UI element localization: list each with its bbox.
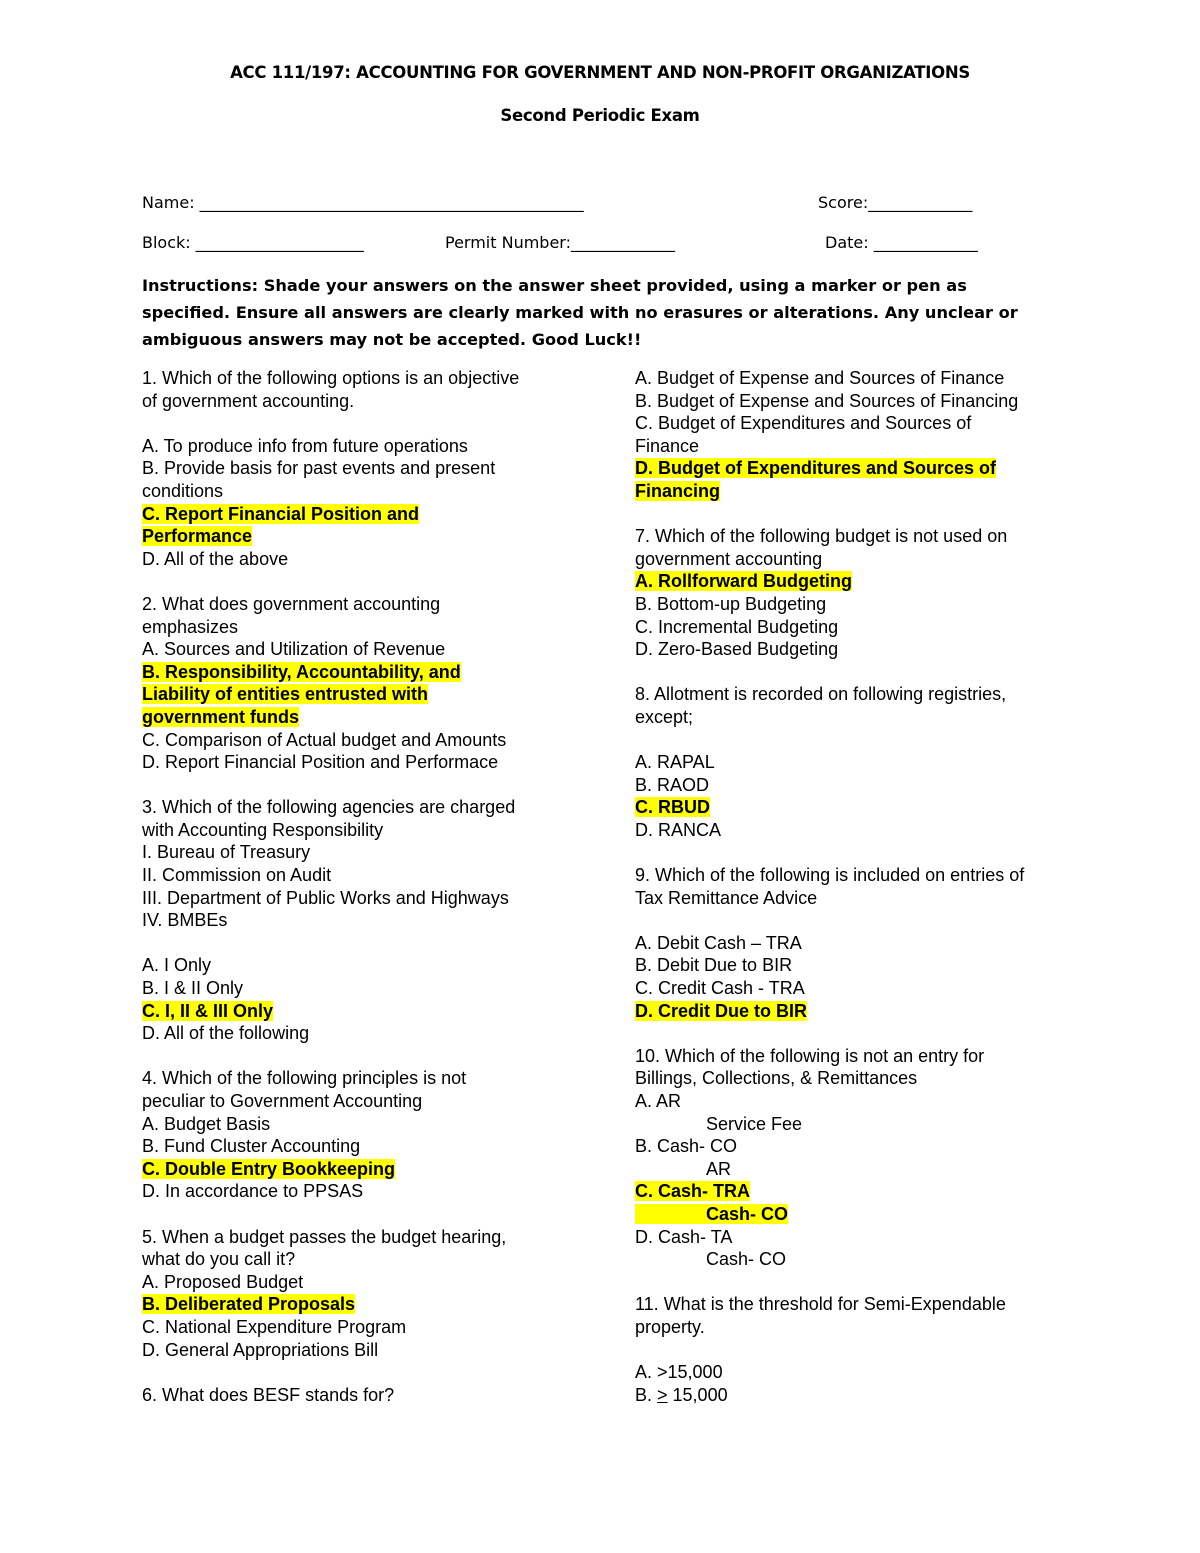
choice-b: B. I & II Only [142,978,244,999]
choice-a: A. RAPAL [635,752,715,773]
question-text: 5. When a budget passes the budget hearing, [142,1226,507,1247]
question-9 [635,864,1085,1022]
choice-b-prefix: B. [635,1384,658,1405]
choice-a: A. Budget Basis [142,1113,271,1134]
question-text: 4. Which of the following principles is not [142,1068,467,1089]
choice-c: C. Budget of Expenditures and Sources of [635,413,972,434]
permit-number-field[interactable]: Permit Number:_____________ [445,233,675,252]
question-text: Tax Remittance Advice [635,887,818,908]
correct-answer: C. I, II & III Only [142,1000,274,1021]
question-text: 6. What does BESF stands for? [142,1384,395,1405]
correct-answer: D. Credit Due to BIR [635,1000,808,1021]
choice-b: B. Provide basis for past events and present [142,458,496,479]
question-text: 9. Which of the following is included on entries of [635,865,1025,886]
question-text: 2. What does government accounting [142,593,441,614]
correct-answer: B. Deliberated Proposals [142,1294,356,1315]
choice-b: B. Cash- CO [635,1136,738,1157]
question-text: government accounting [635,548,823,569]
question-text: Billings, Collections, & Remittances [635,1068,918,1089]
choice-a: A. Budget of Expense and Sources of Finance [635,368,1005,388]
correct-answer: C. Double Entry Bookkeeping [142,1158,396,1179]
correct-answer: C. RBUD [635,797,710,818]
list-item: I. Bureau of Treasury [142,842,311,863]
choice-d: D. In accordance to PPSAS [142,1181,364,1202]
question-11 [635,1293,1085,1406]
instructions: Instructions: Shade your answers on the answer sheet provided, using a marker or pen as specified. Ensure all answers are clearly marked with no erasures or alterations. Any unclear or ambiguous answers may not be accepted. Good Luck!! [142,276,1018,349]
choice-a: A. To produce info from future operations [142,435,468,456]
choice-c: C. Incremental Budgeting [635,616,839,637]
choice-d: D. Cash- TA [635,1226,733,1247]
question-6-choices [635,367,1085,503]
question-text: 11. What is the threshold for Semi-Expendable [635,1294,1006,1315]
left-column [142,367,582,1406]
question-8 [635,683,1085,841]
score-field[interactable]: Score:_____________ [818,193,973,212]
question-7 [635,525,1085,661]
choice-a-credit: Service Fee [706,1113,803,1134]
question-text: what do you call it? [142,1249,296,1270]
choice-d-credit: Cash- CO [706,1249,787,1270]
question-text: of government accounting. [142,390,355,411]
choice-c: C. National Expenditure Program [142,1316,407,1337]
choice-a: A. Sources and Utilization of Revenue [142,639,446,660]
choice-d: D. General Appropriations Bill [142,1339,379,1360]
choice-c: Finance [635,435,700,456]
question-4 [142,1067,582,1203]
correct-answer: C. Cash- TRA [635,1181,751,1202]
question-6 [142,1384,582,1407]
choice-a: A. AR [635,1091,682,1111]
question-text: emphasizes [142,616,239,637]
list-item: III. Department of Public Works and Highways [142,887,509,908]
choice-b: B. Budget of Expense and Sources of Financing [635,390,1019,411]
choice-b: B. Fund Cluster Accounting [142,1136,361,1157]
question-text: 7. Which of the following budget is not used on [635,526,1008,547]
correct-answer: D. Budget of Expenditures and Sources of [635,458,997,479]
choice-b: B. RAOD [635,774,710,795]
block-field[interactable]: Block: _____________________ [142,233,364,252]
choice-a: A. >15,000 [635,1362,723,1383]
correct-answer: government funds [142,706,300,727]
name-field[interactable]: Name: ________________________________________________ [142,193,584,212]
choice-b-credit: AR [706,1158,732,1179]
choice-d: D. All of the above [142,548,289,569]
question-10 [635,1045,1085,1271]
choice-c: C. Comparison of Actual budget and Amounts [142,729,507,750]
question-text: 1. Which of the following options is an objective [142,368,520,388]
choice-a: A. Debit Cash – TRA [635,932,802,953]
choice-b-value: 15,000 [667,1384,728,1405]
question-text: with Accounting Responsibility [142,819,384,840]
question-text: property. [635,1316,705,1337]
exam-title: Second Periodic Exam [500,106,700,125]
choice-d: D. All of the following [142,1023,310,1044]
choice-a: A. Proposed Budget [142,1271,304,1292]
choice-d: D. RANCA [635,819,722,840]
correct-answer: C. Report Financial Position and [142,503,420,524]
choice-d: D. Zero-Based Budgeting [635,639,839,660]
correct-answer: B. Responsibility, Accountability, and [142,661,461,682]
question-1 [142,367,582,570]
right-column [635,367,1085,1406]
list-item: IV. BMBEs [142,910,228,931]
choice-d: D. Report Financial Position and Performace [142,752,499,773]
question-5 [142,1226,582,1362]
question-text: peculiar to Government Accounting [142,1091,423,1111]
correct-answer: A. Rollforward Budgeting [635,571,852,592]
correct-answer: Performance [142,526,253,547]
choice-b: B. Bottom-up Budgeting [635,593,827,614]
greater-equal-symbol: > [657,1384,668,1405]
choice-b: B. Debit Due to BIR [635,955,793,976]
question-text: 3. Which of the following agencies are charged [142,797,516,818]
correct-answer: Liability of entities entrusted with [142,684,429,705]
question-2 [142,593,582,774]
question-3 [142,796,582,1045]
choice-b [635,1384,1085,1407]
choice-b: conditions [142,480,224,501]
course-title: ACC 111/197: ACCOUNTING FOR GOVERNMENT AND NON-PROFIT ORGANIZATIONS [230,63,970,82]
question-text: 8. Allotment is recorded on following registries, [635,684,1007,705]
question-text: except; [635,706,694,727]
choice-c: C. Credit Cash - TRA [635,978,805,999]
list-item: II. Commission on Audit [142,865,332,886]
question-text: 10. Which of the following is not an entry for [635,1045,985,1066]
correct-answer: Cash- CO [635,1204,788,1224]
date-field[interactable]: Date: _____________ [825,233,978,252]
choice-a: A. I Only [142,955,212,976]
correct-answer: Financing [635,480,720,501]
